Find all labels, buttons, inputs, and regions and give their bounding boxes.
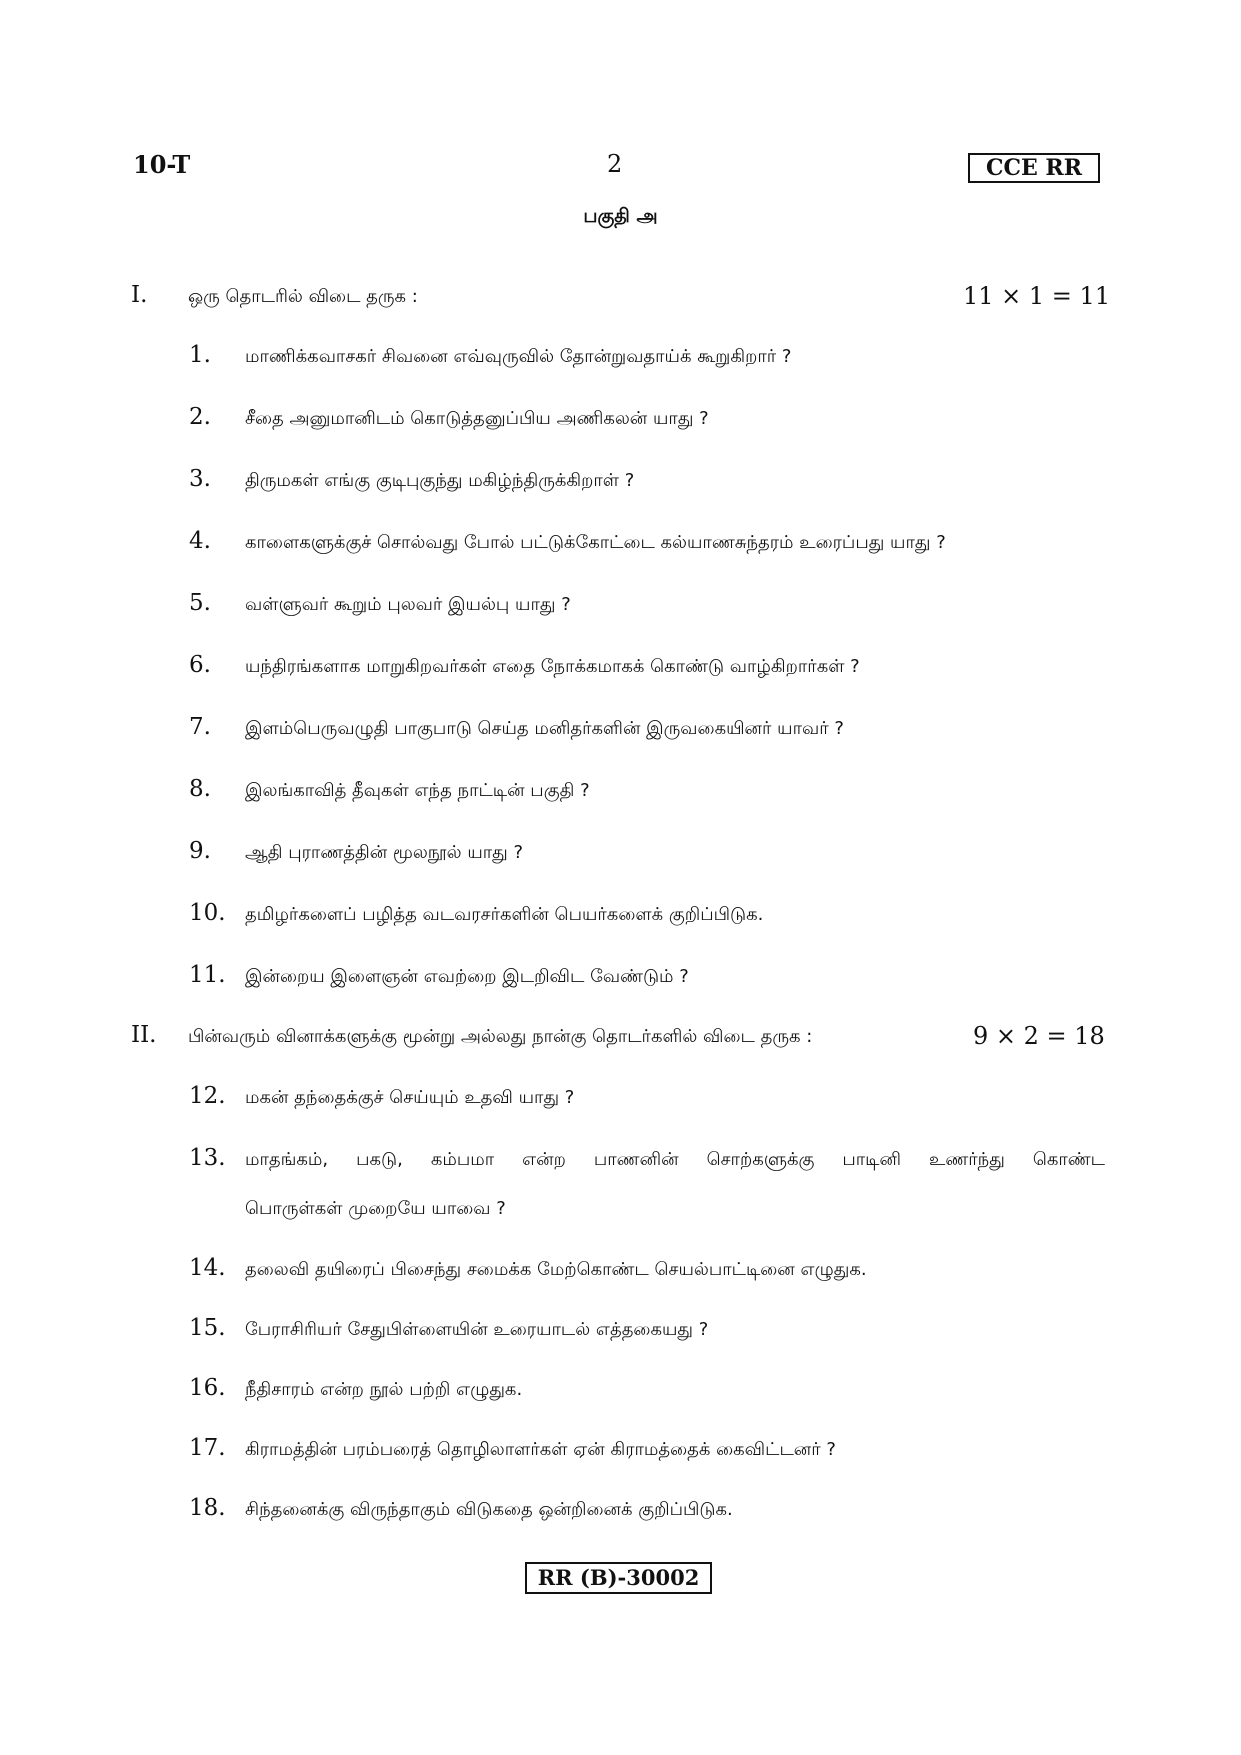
question-text: மகன் தந்தைக்குச் செய்யும் உதவி யாது ? xyxy=(245,1087,575,1108)
question-number: 1. xyxy=(189,342,211,368)
question-text: நீதிசாரம் என்ற நூல் பற்றி எழுதுக. xyxy=(245,1379,523,1400)
question-number: 11. xyxy=(189,962,226,988)
question-text: மாணிக்கவாசகர் சிவனை எவ்வுருவில் தோன்றுவதாய்க் கூறுகிறார் ? xyxy=(245,346,792,367)
question-text: வள்ளுவர் கூறும் புலவர் இயல்பு யாது ? xyxy=(245,594,571,615)
question-text: திருமகள் எங்கு குடிபுகுந்து மகிழ்ந்திருக்கிறாள் ? xyxy=(245,470,635,491)
question-number: 12. xyxy=(189,1083,226,1109)
question-text: இலங்காவித் தீவுகள் எந்த நாட்டின் பகுதி ? xyxy=(245,780,590,801)
question-number: 4. xyxy=(189,528,211,554)
question-number: 10. xyxy=(189,900,226,926)
question-number: 18. xyxy=(189,1495,226,1521)
question-text: பேராசிரியர் சேதுபிள்ளையின் உரையாடல் எத்தகையது ? xyxy=(245,1319,709,1340)
section-1-instruction: ஒரு தொடரில் விடை தருக : xyxy=(188,286,418,307)
question-number: 2. xyxy=(189,404,211,430)
section-2-number: II. xyxy=(131,1022,157,1048)
series-box: CCE RR xyxy=(968,153,1100,183)
question-text-continued: பொருள்கள் முறையே யாவை ? xyxy=(245,1198,506,1219)
question-text: சீதை அனுமானிடம் கொடுத்தனுப்பிய அணிகலன் யாது ? xyxy=(245,408,709,429)
section-2-instruction: பின்வரும் வினாக்களுக்கு மூன்று அல்லது நான்கு தொடர்களில் விடை தருக : xyxy=(188,1026,813,1047)
question-text: தமிழர்களைப் பழித்த வடவரசர்களின் பெயர்களைக் குறிப்பிடுக. xyxy=(245,904,764,925)
question-text: யந்திரங்களாக மாறுகிறவர்கள் எதை நோக்கமாகக் கொண்டு வாழ்கிறார்கள் ? xyxy=(245,656,860,677)
question-text: மாதங்கம், பகடு, கம்பமா என்ற பாணனின் சொற்களுக்கு பாடினி உணர்ந்து கொண்ட xyxy=(245,1149,1105,1170)
section-1-marks: 11 × 1 = 11 xyxy=(963,282,1111,310)
question-text: தலைவி தயிரைப் பிசைந்து சமைக்க மேற்கொண்ட செயல்பாட்டினை எழுதுக. xyxy=(245,1259,867,1280)
question-number: 6. xyxy=(189,652,211,678)
section-1-number: I. xyxy=(131,282,148,308)
question-number: 5. xyxy=(189,590,211,616)
question-number: 7. xyxy=(189,714,211,740)
page-number: 2 xyxy=(607,150,623,178)
question-number: 17. xyxy=(189,1435,226,1461)
question-number: 8. xyxy=(189,776,211,802)
question-number: 9. xyxy=(189,838,211,864)
question-number: 14. xyxy=(189,1255,226,1281)
question-text: இளம்பெருவழுதி பாகுபாடு செய்த மனிதர்களின் இருவகையினர் யாவர் ? xyxy=(245,718,844,739)
question-number: 15. xyxy=(189,1315,226,1341)
part-title: பகுதி அ xyxy=(583,205,658,227)
question-number: 16. xyxy=(189,1375,226,1401)
question-text: ஆதி புராணத்தின் மூலநூல் யாது ? xyxy=(245,842,524,863)
question-text: சிந்தனைக்கு விருந்தாகும் விடுகதை ஒன்றினைக் குறிப்பிடுக. xyxy=(245,1499,733,1520)
question-text: கிராமத்தின் பரம்பரைத் தொழிலாளர்கள் ஏன் கிராமத்தைக் கைவிட்டனர் ? xyxy=(245,1439,836,1460)
paper-code: 10-T xyxy=(133,150,191,179)
footer-code-box: RR (B)-30002 xyxy=(525,1562,712,1594)
question-number: 3. xyxy=(189,466,211,492)
question-text: காளைகளுக்குச் சொல்வது போல் பட்டுக்கோட்டை கல்யாணசுந்தரம் உரைப்பது யாது ? xyxy=(245,532,946,553)
question-text: இன்றைய இளைஞன் எவற்றை இடறிவிட வேண்டும் ? xyxy=(245,966,689,987)
question-number: 13. xyxy=(189,1145,226,1171)
section-2-marks: 9 × 2 = 18 xyxy=(973,1022,1105,1050)
